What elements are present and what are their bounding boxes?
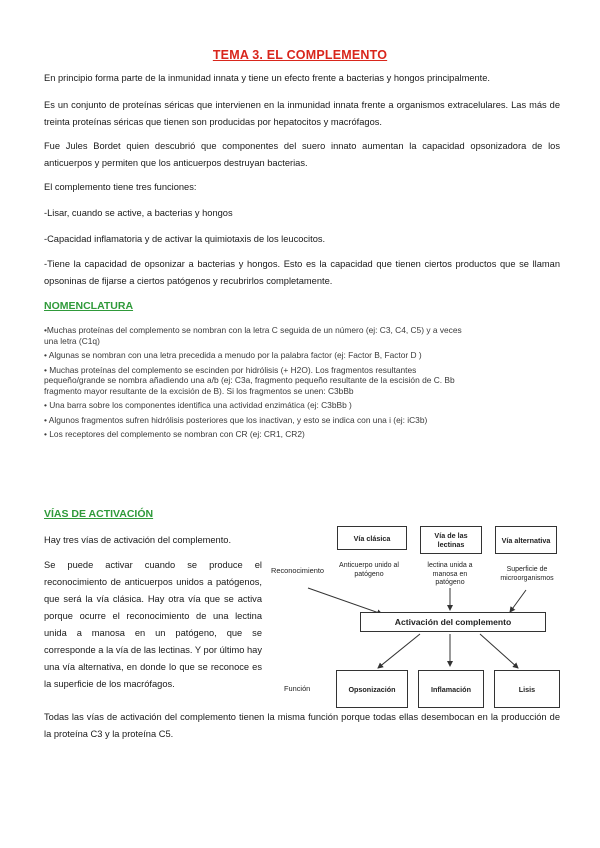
section-heading-vias: VÍAS DE ACTIVACIÓN — [44, 508, 154, 520]
nomenclatura-item: • Algunas se nombran con una letra precedida a menudo por la palabra factor (ej: Factor B, Factor D ) — [44, 350, 422, 360]
function-box: Lisis — [494, 670, 560, 708]
function-box: Inflamación — [418, 670, 484, 708]
nomenclatura-item: • Los receptores del complemento se nombran con CR (ej: CR1, CR2) — [44, 429, 305, 439]
nomenclatura-item: •Muchas proteínas del complemento se nombran con la letra C seguida de un número (ej: C3, C4, C5) y a veces una letra (C1q) — [44, 325, 462, 346]
nomenclatura-item: • Muchas proteínas del complemento se escinden por hidrólisis (+ H2O). Los fragmentos resultantes pequeño/grande se nombra añadiendo una a/b (ej: C3a, fragmento pequeño resultante de la escisión de C. Bb fragmento mayor resultante de la excisión de B). Si los fragmentos se unen: C3bBb — [44, 364, 455, 396]
paragraph-3: Fue Jules Bordet quien descubrió que componentes del suero innato aumentan la capacidad opsonizadora de los anticuerpos y permiten que los anticuerpos destruyan bacterias. — [44, 141, 560, 168]
row-label-reconocimiento: Reconocimiento — [271, 566, 324, 575]
pathway-box: Vía alternativa — [495, 526, 557, 554]
arrow-classic — [308, 588, 382, 614]
recognition-label: lectina unida a manosa en patógeno — [427, 562, 473, 586]
recognition-label: Superficie de microorganismos — [500, 566, 554, 582]
vias-body: Se puede activar cuando se produce el reconocimiento de anticuerpos unidos a patógenos, que será la vía clásica. Hay otra vía que se activa porque ocurre el reconocimiento de una lectina unida a manosa en un patógeno, que se corresponde a la vía de las lectinas. Y por último hay una vía alternativa, en donde lo que se reconoce es la superficie de los macrófagos. — [44, 560, 262, 689]
nomenclatura-item: • Algunos fragmentos sufren hidrólisis posteriores que los inactivan, y esto se indica con una i (ej: iC3b) — [44, 414, 428, 425]
arrow-alternative — [510, 590, 526, 612]
paragraph-7: -Tiene la capacidad de opsonizar a bacterias y hongos. Esto es la capacidad que tienen ciertos productos que se llaman opsoninas de fijarse a ciertos patógenos y recubrirlos completamente. — [44, 259, 560, 286]
arrow-lisis — [480, 634, 518, 668]
vias-intro: Hay tres vías de activación del complemento. — [44, 535, 232, 545]
paragraph-2: Es un conjunto de proteínas séricas que intervienen en la inmunidad innata frente a organismos extracelulares. Las más de treinta proteínas séricas que tienen son producidas por hepatocitos y macrófagos. — [44, 100, 560, 127]
nomenclatura-item: • Una barra sobre los componentes identifica una actividad enzimática (ej: C3bBb ) — [44, 400, 352, 410]
paragraph-4: El complemento tiene tres funciones: — [44, 182, 197, 192]
nomenclatura-list — [44, 325, 464, 440]
recognition-label: Anticuerpo unido al patógeno — [339, 562, 399, 578]
paragraph-5: -Lisar, cuando se active, a bacterias y hongos — [44, 208, 233, 218]
section-heading-nomenclatura: NOMENCLATURA — [44, 300, 134, 312]
pathway-box: Vía de las lectinas — [420, 526, 482, 554]
pathway-box: Vía clásica — [337, 526, 407, 550]
vias-closing: Todas las vías de activación del complemento tienen la misma función porque todas ellas desembocan en la producción de la proteína C3 y la proteína C5. — [44, 712, 560, 739]
arrow-opsonizacion — [378, 634, 420, 668]
function-box: Opsonización — [336, 670, 408, 708]
paragraph-6: -Capacidad inflamatoria y de activar la quimiotaxis de los leucocitos. — [44, 234, 326, 244]
center-activation-box: Activación del complemento — [360, 612, 546, 632]
paragraph-1: En principio forma parte de la inmunidad innata y tiene un efecto frente a bacterias y hongos principalmente. — [44, 73, 491, 83]
page-title: TEMA 3. EL COMPLEMENTO — [212, 48, 388, 62]
row-label-funcion: Función — [284, 684, 311, 693]
